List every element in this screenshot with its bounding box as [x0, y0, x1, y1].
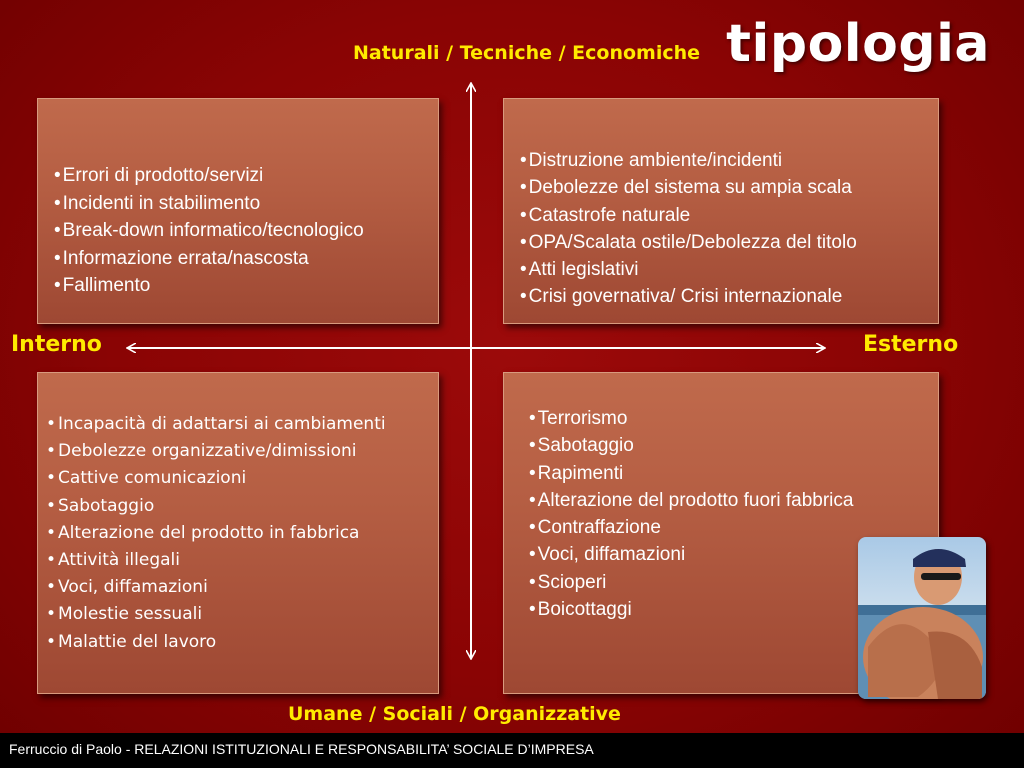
list-item: • Voci, diffamazioni — [46, 574, 438, 601]
list-item: • OPA/Scalata ostile/Debolezza del titolo — [520, 229, 938, 256]
list-item: • Distruzione ambiente/incidenti — [520, 147, 938, 174]
axis-label-bottom: Umane / Sociali / Organizzative — [288, 703, 621, 725]
axis-label-right: Esterno — [863, 332, 959, 357]
list-item: • Catastrofe naturale — [520, 202, 938, 229]
axis-label-top: Naturali / Tecniche / Economiche — [353, 42, 701, 64]
author-photo — [858, 537, 986, 699]
list-item: • Debolezze organizzative/dimissioni — [46, 438, 438, 465]
list-item: • Errori di prodotto/servizi — [54, 162, 438, 190]
footer-text: Ferruccio di Paolo - RELAZIONI ISTITUZIONALI E RESPONSABILITA’ SOCIALE D’IMPRESA — [9, 741, 594, 757]
axis-label-left: Interno — [11, 332, 102, 357]
list-item: • Incidenti in stabilimento — [54, 190, 438, 218]
list-item: • Incapacità di adattarsi ai cambiamenti — [46, 411, 438, 438]
list-item: • Alterazione del prodotto in fabbrica — [46, 520, 438, 547]
list-item: • Informazione errata/nascosta — [54, 245, 438, 273]
list-item: • Sabotaggio — [529, 432, 938, 459]
list-item: • Attività illegali — [46, 547, 438, 574]
list-item: • Break-down informatico/tecnologico — [54, 217, 438, 245]
footer-bar — [0, 733, 1024, 768]
list-item: • Alterazione del prodotto fuori fabbrica — [529, 487, 938, 514]
list-item: • Atti legislativi — [520, 256, 938, 283]
slide-title: tipologia — [726, 14, 990, 74]
list-item: • Boicottaggi — [529, 596, 938, 623]
list-item: • Rapimenti — [529, 460, 938, 487]
list-item: • Contraffazione — [529, 514, 938, 541]
list-item: • Fallimento — [54, 272, 438, 300]
list-item: • Scioperi — [529, 569, 938, 596]
list-item: • Debolezze del sistema su ampia scala — [520, 174, 938, 201]
list-item: • Voci, diffamazioni — [529, 541, 938, 568]
list-item: • Malattie del lavoro — [46, 629, 438, 656]
list-item: • Molestie sessuali — [46, 601, 438, 628]
list-item: • Cattive comunicazioni — [46, 465, 438, 492]
list-item: • Crisi governativa/ Crisi internazionale — [520, 283, 938, 310]
list-item: • Sabotaggio — [46, 493, 438, 520]
list-item: • Terrorismo — [529, 405, 938, 432]
